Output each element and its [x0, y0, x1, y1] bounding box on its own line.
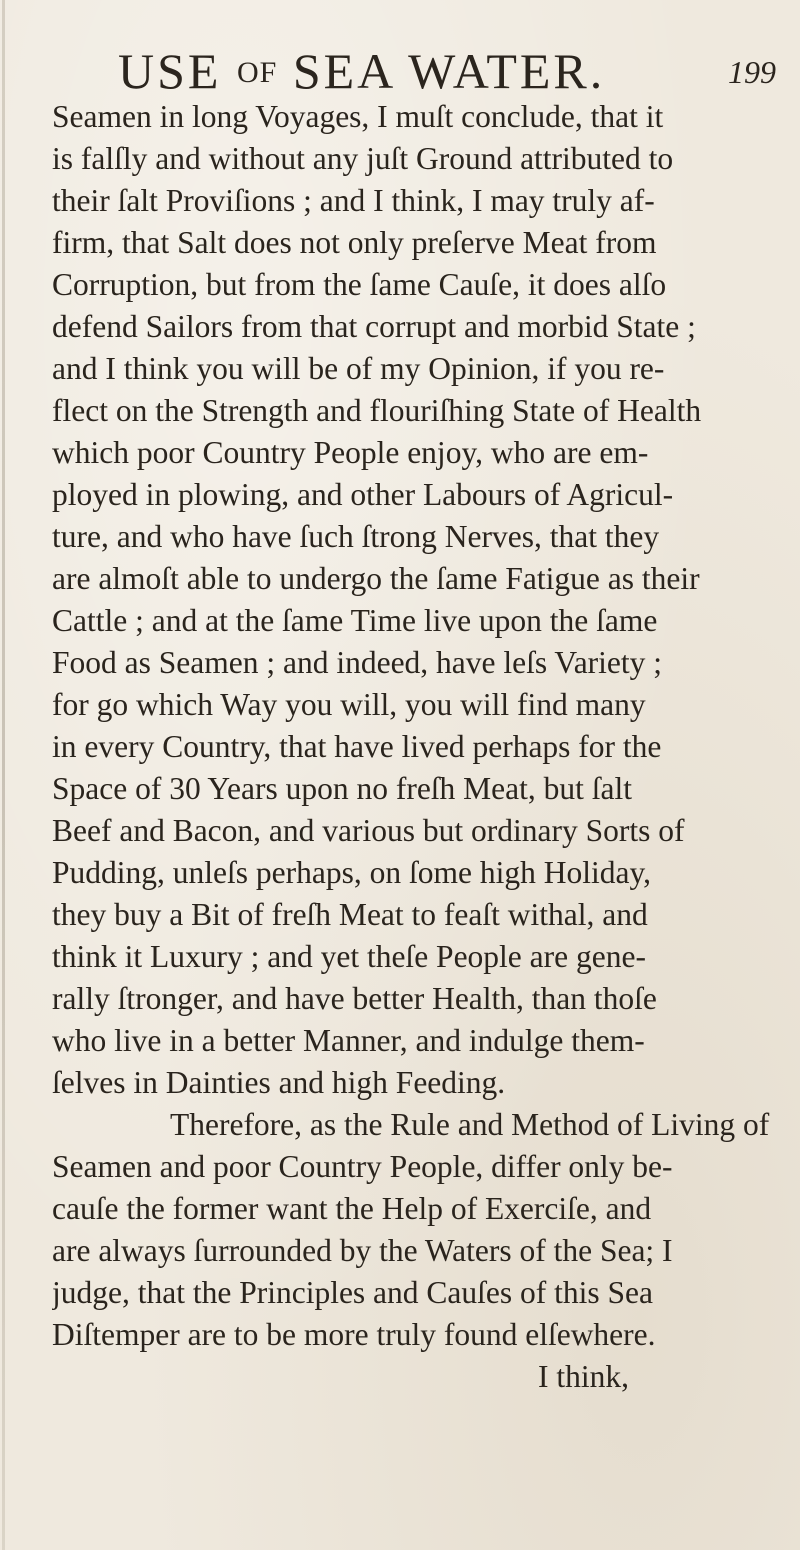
text-line: Cattle ; and at the ſame Time live upon the ſame — [52, 603, 658, 638]
text-line: ſelves in Dainties and high Feeding. — [52, 1065, 506, 1100]
text-line: are always ſurrounded by the Waters of the Sea; I — [52, 1233, 673, 1268]
running-head — [118, 43, 606, 99]
running-head-use: USE — [118, 43, 222, 99]
text-line: is falſly and without any juſt Ground attributed to — [52, 141, 674, 176]
text-line: Food as Seamen ; and indeed, have leſs Variety ; — [52, 645, 663, 680]
text-line: which poor Country People enjoy, who are em- — [52, 435, 649, 470]
text-line: cauſe the former want the Help of Exerciſe, and — [52, 1191, 652, 1226]
text-line: ture, and who have ſuch ſtrong Nerves, that they — [52, 519, 660, 554]
text-line: judge, that the Principles and Cauſes of this Sea — [52, 1275, 654, 1310]
text-line: in every Country, that have lived perhaps for the — [52, 729, 662, 764]
page-gutter-edge — [2, 0, 5, 1550]
page-number: 199 — [728, 54, 776, 90]
text-line: Beef and Bacon, and various but ordinary Sorts of — [52, 813, 685, 848]
text-line: think it Luxury ; and yet theſe People are gene- — [52, 939, 646, 974]
text-line: they buy a Bit of freſh Meat to feaſt withal, and — [52, 897, 648, 932]
text-line: Space of 30 Years upon no freſh Meat, but ſalt — [52, 771, 633, 806]
page-header — [0, 6, 800, 99]
text-line: rally ſtronger, and have better Health, than thoſe — [52, 981, 657, 1016]
text-line: firm, that Salt does not only preſerve Meat from — [52, 225, 657, 260]
running-head-of: OF — [236, 56, 278, 89]
text-line: are almoſt able to undergo the ſame Fatigue as their — [52, 561, 700, 596]
text-line: defend Sailors from that corrupt and morbid State ; — [52, 309, 696, 344]
text-line: Pudding, unleſs perhaps, on ſome high Holiday, — [52, 855, 652, 890]
text-line: ployed in plowing, and other Labours of Agricul- — [52, 477, 674, 512]
text-line: Diſtemper are to be more truly found elſewhere. — [52, 1317, 656, 1352]
text-line: their ſalt Proviſions ; and I think, I may truly af- — [52, 183, 655, 218]
paragraph-start-line: Therefore, as the Rule and Method of Living of — [170, 1107, 770, 1142]
text-line: Seamen in long Voyages, I muſt conclude, that it — [52, 99, 664, 134]
text-line: Corruption, but from the ſame Cauſe, it does alſo — [52, 267, 667, 302]
text-line: and I think you will be of my Opinion, if you re- — [52, 351, 665, 386]
text-line: flect on the Strength and flouriſhing State of Health — [52, 393, 702, 428]
catchword-line: I think, — [538, 1359, 629, 1394]
text-line: Seamen and poor Country People, differ only be- — [52, 1149, 673, 1184]
running-head-sea-water: SEA WATER. — [292, 43, 606, 99]
body-text — [52, 96, 794, 1398]
text-line: for go which Way you will, you will find many — [52, 687, 646, 722]
text-line: who live in a better Manner, and indulge them- — [52, 1023, 645, 1058]
